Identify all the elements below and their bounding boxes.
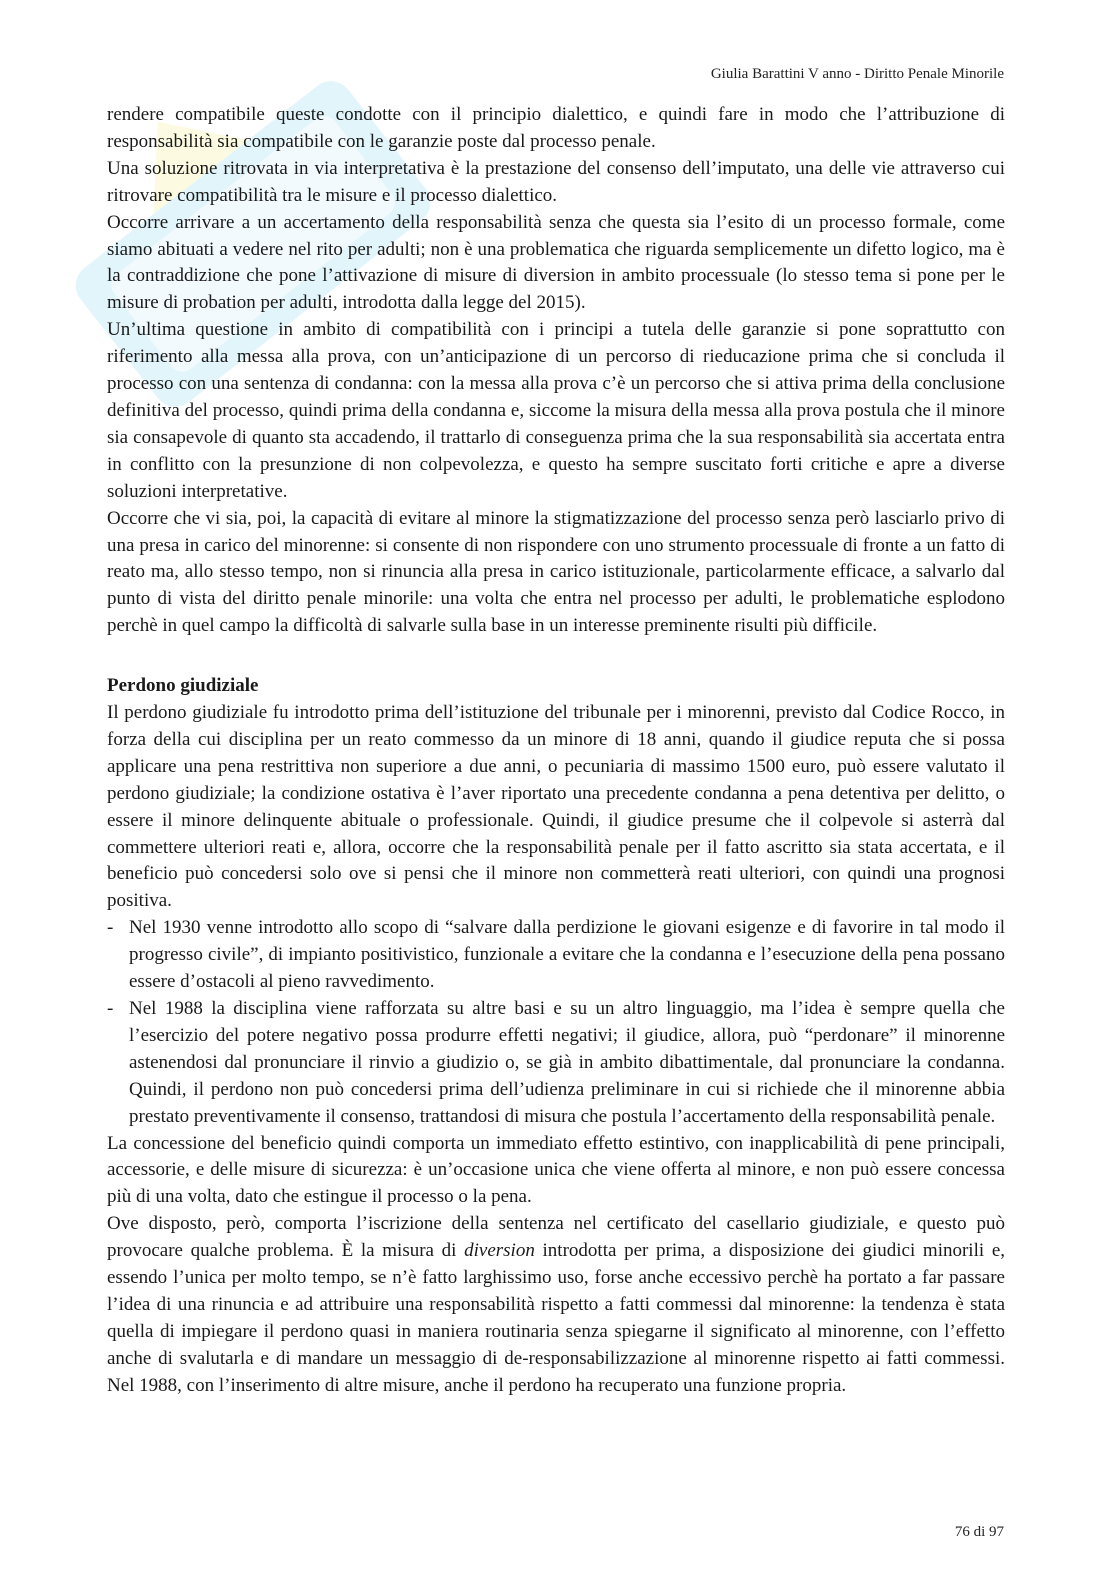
- paragraph: Il perdono giudiziale fu introdotto prima dell’istituzione del tribunale per i minorenni, previsto dal Codice Rocco, in forza della cui disciplina per un reato commesso da un minore di 18 anni, quando il giudice reputa che si possa applicare una pena restrittiva non superiore a due anni, o pecuniaria di massimo 1500 euro, può essere valutato il perdono giudiziale; la condizione ostativa è l’aver riportato una precedente condanna a pena detentiva per delitto, o essere il minore delinquente abituale o professionale. Quindi, il giudice presume che il colpevole si asterrà dal commettere ulteriori reati e, allora, occorre che la responsabilità penale per il fatto ascritto sia stata accertata, e il beneficio può concedersi solo ove si pensi che il minore non commetterà reati ulteriori, con quindi una prognosi positiva.: [107, 702, 1005, 912]
- text-run: Ove disposto, però, comporta l’iscrizione della sentenza nel certificato del casellario giudiziale, e questo può provocare qualche problema. È la misura di: [107, 1213, 1005, 1262]
- paragraph: Un’ultima questione in ambito di compatibilità con i principi a tutela delle garanzie si pone soprattutto con riferimento alla messa alla prova, con un’anticipazione di un percorso di rieducazione prima che si concluda il processo con una sentenza di condanna: con la messa alla prova c’è un percorso che si attiva prima della conclusione definitiva del processo, quindi prima della condanna e, siccome la misura della messa alla prova postula che il minore sia consapevole di quanto sta accadendo, il trattarlo di conseguenza prima che la sua responsabilità sia accertata entra in conflitto con la presunzione di non colpevolezza, e questo ha sempre suscitato forti critiche e apre a diverse soluzioni interpretative.: [107, 319, 1005, 502]
- paragraph: Una soluzione ritrovata in via interpretativa è la prestazione del consenso dell’imputato, una delle vie attraverso cui ritrovare compatibilità tra le misure e il processo dialettico.: [107, 157, 1005, 206]
- paragraph: Occorre arrivare a un accertamento della responsabilità senza che questa sia l’esito di un processo formale, come siamo abituati a vedere nel rito per adulti; non è una problematica che riguarda semplicemente un difetto logico, ma è la contraddizione che pone l’attivazione di misure di diversion in ambito processuale (lo stesso tema si pone per le misure di probation per adulti, introdotta dalla legge del 2015).: [107, 211, 1005, 314]
- page-number: 76 di 97: [954, 1524, 1004, 1540]
- dash-list: [107, 915, 1005, 1130]
- list-item: - Nel 1930 venne introdotto allo scopo di “salvare dalla perdizione le giovani esigenze e di favorire in tal modo il progresso civile”, di impianto positivistico, funzionale a evitare che la condanna e l’esecuzione della pena possano essere d’ostacoli al pieno ravvedimento.: [107, 915, 1005, 996]
- document-body: [107, 102, 1005, 1400]
- text-run: introdotta per prima, a disposizione dei giudici minorili e, essendo l’unica per molto tempo, se n’è fatto larghissimo uso, forse anche eccessivo perchè ha portato a far passare l’idea di una rinuncia e ad attribuire una responsabilità rispetto a fatti commessi dal minorenne: la tendenza è stata quella di impiegare il perdono quasi in maniera routinaria senza spiegarne il significato al minorenne, con l’effetto anche di svalutarla e di mandare un messaggio di de-responsabilizzazione al minorenne rispetto ai fatti commessi. Nel 1988, con l’inserimento di altre misure, anche il perdono ha recuperato una funzione propria.: [107, 1240, 1006, 1396]
- paragraph: [107, 1211, 1005, 1399]
- paragraph: Occorre che vi sia, poi, la capacità di evitare al minore la stigmatizzazione del processo senza però lasciarlo privo di una presa in carico del minorenne: si consente di non rispondere con uno strumento processuale di fronte a un fatto di reato ma, allo stesso tempo, non si rinuncia alla presa in carico istituzionale, particolarmente efficace, a salvarlo dal punto di vista del diritto penale minorile: una volta che entra nel processo per adulti, le problematiche esplodono perchè in quel campo la difficoltà di salvarle sulla base in un interesse preminente risulti più difficile.: [107, 507, 1005, 637]
- paragraph: La concessione del beneficio quindi comporta un immediato effetto estintivo, con inapplicabilità di pene principali, accessorie, e delle misure di sicurezza: è un’occasione unica che viene offerta al minore, e non può essere concessa più di una volta, dato che estingue il processo o la pena.: [107, 1132, 1005, 1208]
- list-item: - Nel 1988 la disciplina viene rafforzata su altre basi e su un altro linguaggio, ma l’idea è sempre quella che l’esercizio del potere negativo possa produrre effetti negativi; il giudice, allora, può “perdonare” il minorenne astenendosi dal pronunciare il rinvio a giudizio o, se già in ambito dibattimentale, dal pronunciare la condanna. Quindi, il perdono non può concedersi prima dell’udienza preliminare in cui si richiede che il minorenne abbia prestato preventivamente il consenso, trattandosi di misura che postula l’accertamento della responsabilità penale.: [107, 996, 1005, 1131]
- paragraph: rendere compatibile queste condotte con il principio dialettico, e quindi fare in modo che l’attribuzione di responsabilità sia compatibile con le garanzie poste dal processo penale.: [107, 104, 1005, 152]
- section-heading: Perdono giudiziale: [107, 675, 259, 697]
- page-header: Giulia Barattini V anno - Diritto Penale Minorile: [710, 66, 1004, 82]
- italic-term: diversion: [464, 1240, 535, 1262]
